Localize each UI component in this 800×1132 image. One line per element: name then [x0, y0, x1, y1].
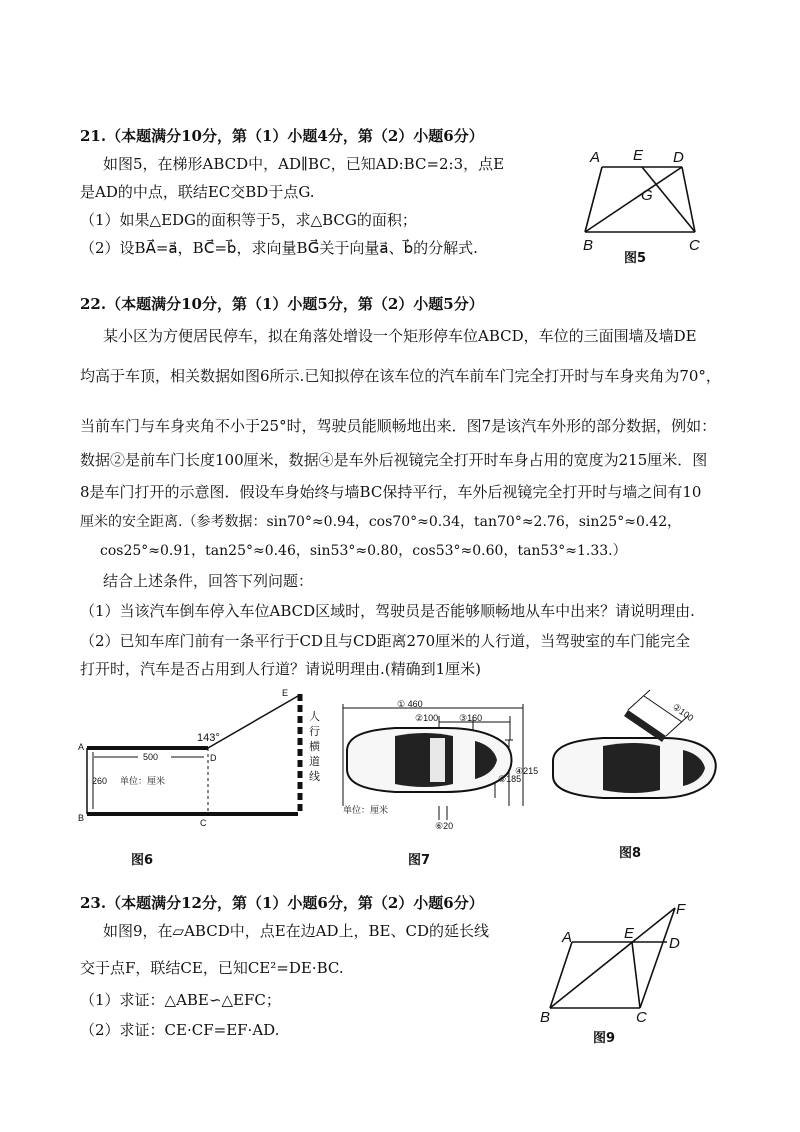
fig7-dim-160: ③160 — [459, 713, 483, 723]
fig9-caption: 图9 — [593, 1031, 616, 1046]
q22-part2: （2）已知车库门前有一条平行于CD且与CD距离270厘米的人行道，当驾驶室的车门能完全 — [80, 632, 691, 650]
fig6-unit: 单位：厘米 — [120, 776, 166, 786]
q22-line7: cos25°≈0.91，tan25°≈0.46，sin53°≈0.80，cos53°≈0.60，tan53°≈1.33.） — [100, 543, 627, 559]
fig6-label-A: A — [78, 742, 85, 752]
fig9-label-D: D — [669, 935, 680, 952]
q21-part1: （1）如果△EDG的面积等于5，求△BCG的面积； — [80, 211, 417, 229]
q23-part1: （1）求证：△ABE∽△EFC； — [80, 991, 281, 1009]
fig5-label-D: D — [673, 149, 684, 166]
figure-7-car-dimensions — [335, 696, 545, 836]
q22-line2: 均高于车顶，相关数据如图6所示.已知拟停在该车位的汽车前车门完全打开时与车身夹角为70°， — [80, 367, 721, 385]
fig6-label-B: B — [78, 813, 85, 823]
figure-5-trapezoid — [585, 142, 720, 262]
q22-line6: 厘米的安全距离.（参考数据：sin70°≈0.94，cos70°≈0.34，tan70°≈2.76，sin25°≈0.42， — [80, 514, 682, 530]
fig6-label-D: D — [210, 753, 217, 763]
fig6-walk-char: 行 — [309, 726, 320, 738]
fig6-angle-143: 143° — [197, 732, 220, 744]
fig6-length-500: 500 — [143, 752, 159, 762]
fig5-label-A: A — [590, 149, 601, 166]
q22-line1: 某小区为方便居民停车，拟在角落处增设一个矩形停车位ABCD，车位的三面围墙及墙DE — [103, 327, 697, 345]
fig5-label-E: E — [633, 147, 644, 164]
figure-6-parking-space — [78, 684, 333, 829]
q22-line4: 数据②是前车门长度100厘米，数据④是车外后视镜完全打开时车身占用的宽度为215厘米．图 — [80, 451, 708, 469]
fig6-walk-char: 人 — [309, 711, 320, 723]
q22-line8: 结合上述条件，回答下列问题： — [103, 572, 314, 590]
fig6-caption: 图6 — [131, 853, 154, 868]
fig6-walk-char: 线 — [309, 771, 320, 783]
fig6-walk-char: 道 — [309, 756, 320, 768]
fig6-label-E: E — [282, 688, 289, 698]
figure-8-door-open — [548, 686, 718, 821]
fig9-label-F: F — [676, 901, 686, 918]
q23-line1: 如图9，在▱ABCD中，点E在边AD上，BE、CD的延长线 — [103, 922, 490, 940]
fig5-label-B: B — [583, 237, 594, 254]
q23-header: 23.（本题满分12分，第（1）小题6分，第（2）小题6分） — [80, 894, 484, 912]
fig6-label-C: C — [200, 818, 207, 828]
fig7-dim-460: ① 460 — [397, 699, 423, 709]
fig7-dim-100: ②100 — [415, 713, 439, 723]
fig6-width-260: 260 — [92, 776, 108, 786]
q21-header: 21.（本题满分10分，第（1）小题4分，第（2）小题6分） — [80, 127, 484, 145]
q22-header: 22.（本题满分10分，第（1）小题5分，第（2）小题5分） — [80, 295, 484, 313]
fig9-label-A: A — [562, 929, 573, 946]
fig9-label-C: C — [636, 1009, 647, 1026]
figure-9-parallelogram — [530, 898, 700, 1028]
fig6-walk-char: 横 — [309, 741, 320, 753]
fig7-dim-185: ⑤185 — [498, 774, 522, 784]
q23-line2: 交于点F，联结CE，已知CE²=DE·BC. — [80, 959, 344, 977]
fig9-label-E: E — [624, 925, 635, 942]
q21-part2: （2）设BA⃗=a⃗，BC⃗=b⃗，求向量BG⃗关于向量a⃗、b⃗的分解式. — [80, 239, 478, 257]
q21-line1: 如图5，在梯形ABCD中，AD∥BC，已知AD:BC=2:3，点E — [103, 155, 505, 173]
q22-line5: 8是车门打开的示意图．假设车身始终与墙BC保持平行，车外后视镜完全打开时与墙之间有10 — [80, 483, 702, 501]
q23-part2: （2）求证：CE·CF=EF·AD. — [80, 1021, 280, 1039]
q21-line2: 是AD的中点，联结EC交BD于点G. — [80, 183, 315, 201]
q22-part1: （1）当该汽车倒车停入车位ABCD区域时，驾驶员是否能够顺畅地从车中出来？请说明理由. — [80, 602, 695, 620]
fig5-label-C: C — [689, 237, 700, 254]
fig5-caption: 图5 — [624, 251, 647, 266]
q22-part2-cont: 打开时，汽车是否占用到人行道？请说明理由.(精确到1厘米) — [80, 660, 482, 678]
fig8-caption: 图8 — [619, 846, 642, 861]
fig8-dim-100: ②100 — [670, 701, 696, 724]
fig9-label-B: B — [540, 1009, 551, 1026]
fig7-unit: 单位：厘米 — [343, 805, 389, 815]
fig7-dim-20: ⑥20 — [435, 821, 454, 831]
fig7-caption: 图7 — [408, 853, 431, 868]
q22-line3: 当前车门与车身夹角不小于25°时，驾驶员能顺畅地出来．图7是该汽车外形的部分数据，例如： — [80, 417, 717, 435]
fig7-dim-215: ④215 — [515, 766, 539, 776]
fig5-label-G: G — [641, 187, 653, 204]
